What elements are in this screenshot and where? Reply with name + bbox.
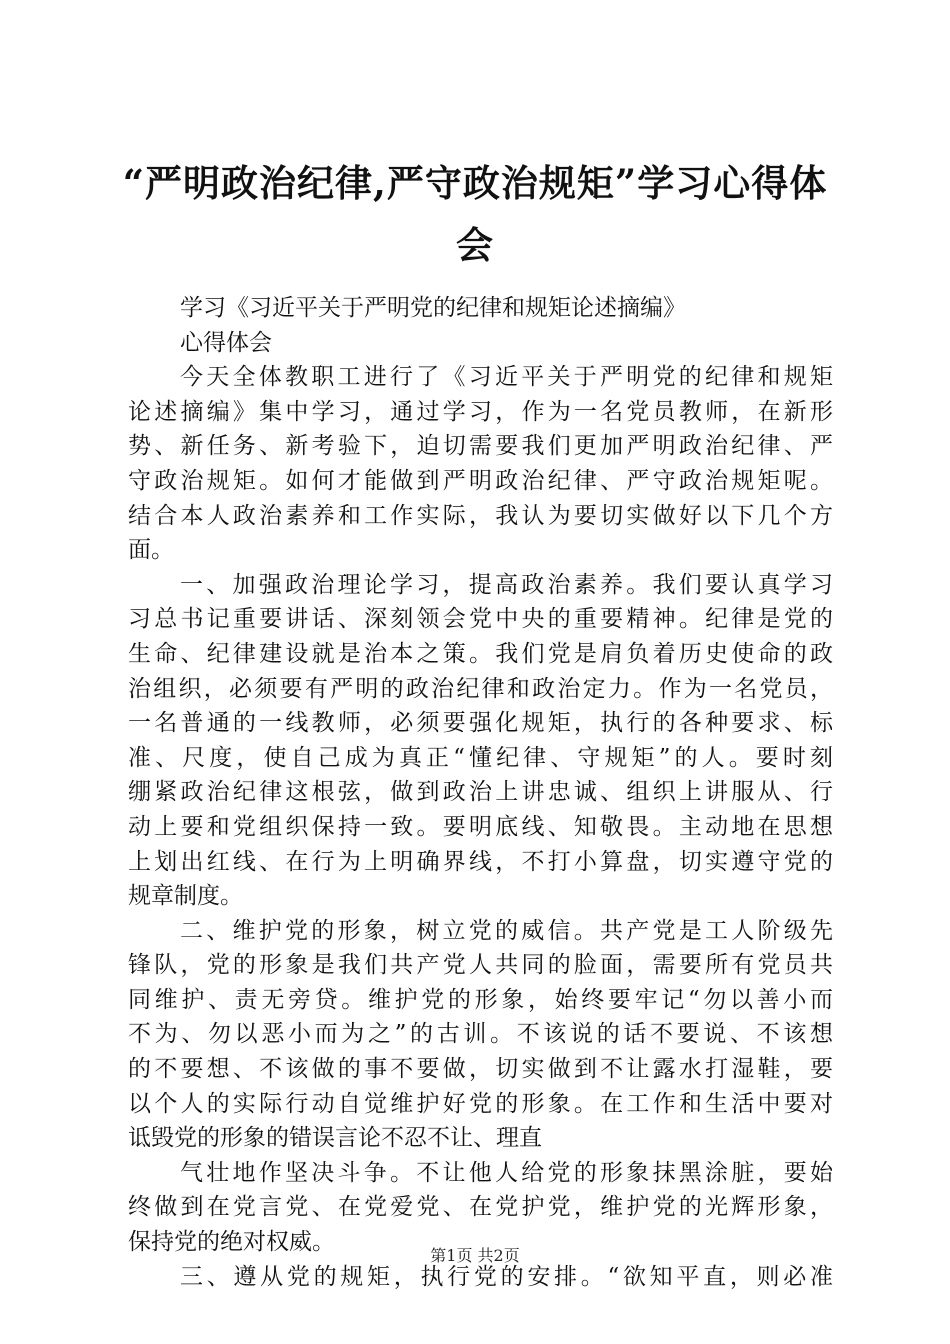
- paragraph-line: 结合本人政治素养和工作实际，我认为要切实做好以下几个方: [128, 502, 833, 529]
- paragraph-line: 绷紧政治纪律这根弦，做到政治上讲忠诚、组织上讲服从、行: [128, 779, 833, 806]
- paragraph-line: 不为、勿以恶小而为之”的古训。不该说的话不要说、不该想: [128, 1021, 833, 1048]
- paragraph-line: 守政治规矩。如何才能做到严明政治纪律、严守政治规矩呢。: [128, 467, 833, 494]
- document-title-line-1: “严明政治纪律,严守政治规矩”学习心得体: [122, 161, 828, 205]
- paragraph-line: 习总书记重要讲话、深刻领会党中央的重要精神。纪律是党的: [128, 606, 833, 633]
- paragraph-line: 一名普通的一线教师，必须要强化规矩，执行的各种要求、标: [128, 710, 833, 737]
- paragraph-line: 生命、纪律建设就是治本之策。我们党是肩负着历史使命的政: [128, 640, 833, 667]
- page-footer: 第1页 共2页: [430, 1246, 520, 1265]
- paragraph-line: 同维护、责无旁贷。维护党的形象，始终要牢记“勿以善小而: [128, 986, 833, 1013]
- document-body: [128, 291, 833, 1294]
- paragraph-line: 面。: [128, 537, 174, 564]
- paragraph-line: 今天全体教职工进行了《习近平关于严明党的纪律和规矩: [180, 364, 833, 391]
- paragraph-line: 规章制度。: [128, 883, 243, 910]
- paragraph-line: 保持党的绝对权威。: [128, 1229, 335, 1256]
- paragraph-line: 三、遵从党的规矩，执行党的安排。“欲知平直，则必准: [180, 1263, 833, 1290]
- paragraph-line: 一、加强政治理论学习，提高政治素养。我们要认真学习: [180, 571, 833, 598]
- paragraph-line: 诋毁党的形象的错误言论不忍不让、理直: [128, 1125, 542, 1152]
- paragraph-line: 二、维护党的形象，树立党的威信。共产党是工人阶级先: [180, 917, 833, 944]
- subtitle-line: 心得体会: [180, 329, 272, 356]
- paragraph-line: 终做到在党言党、在党爱党、在党护党，维护党的光辉形象，: [128, 1194, 833, 1221]
- paragraph-line: 准、尺度，使自己成为真正“懂纪律、守规矩”的人。要时刻: [128, 744, 833, 771]
- paragraph-line: 动上要和党组织保持一致。要明底线、知敬畏。主动地在思想: [128, 813, 833, 840]
- paragraph-line: 上划出红线、在行为上明确界线，不打小算盘，切实遵守党的: [128, 848, 833, 875]
- paragraph-line: 论述摘编》集中学习，通过学习，作为一名党员教师，在新形: [128, 398, 833, 425]
- paragraph-line: 治组织，必须要有严明的政治纪律和政治定力。作为一名党员，: [128, 675, 833, 702]
- paragraph-line: 气壮地作坚决斗争。不让他人给党的形象抹黑涂脏，要始: [180, 1159, 833, 1186]
- paragraph-line: 势、新任务、新考验下，迫切需要我们更加严明政治纪律、严: [128, 433, 833, 460]
- paragraph-line: 的不要想、不该做的事不要做，切实做到不让露水打湿鞋，要: [128, 1056, 833, 1083]
- document-title-line-2: 会: [456, 223, 494, 267]
- paragraph-line: 以个人的实际行动自觉维护好党的形象。在工作和生活中要对: [128, 1090, 833, 1117]
- paragraph-line: 锋队，党的形象是我们共产党人共同的脸面，需要所有党员共: [128, 952, 833, 979]
- subtitle-line: 学习《习近平关于严明党的纪律和规矩论述摘编》: [180, 295, 686, 321]
